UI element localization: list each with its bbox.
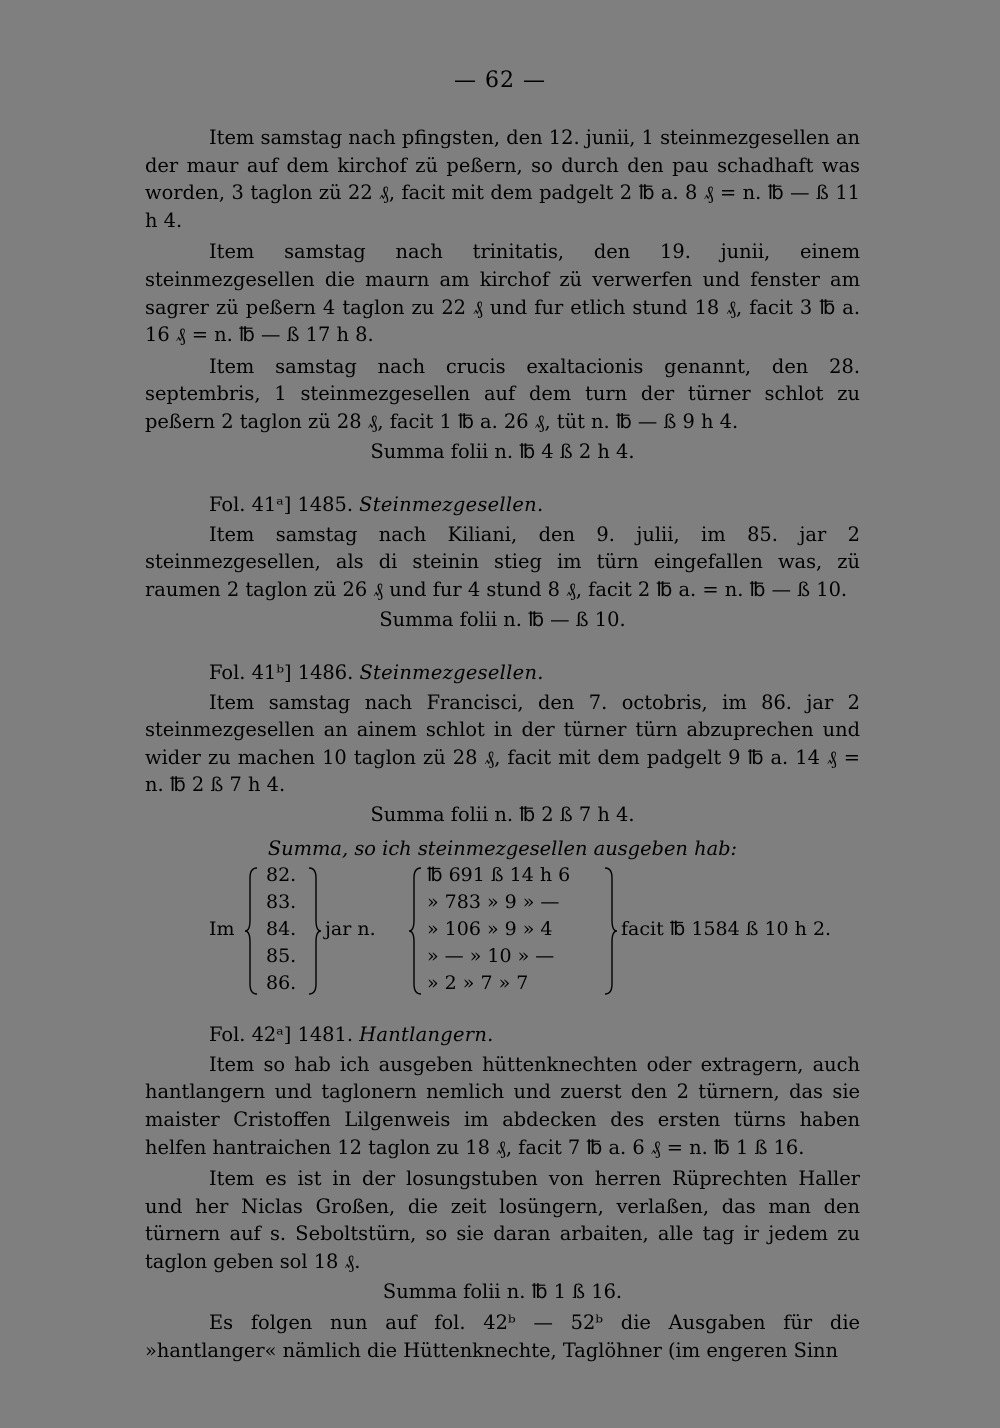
folio-label: Fol. 41ᵇ] 1486. [209,661,354,685]
summary-heading: Summa, so ich steinmezgesellen ausgeben hab: [267,836,738,860]
right-brace-icon [307,866,321,996]
folio-heading [145,491,860,519]
page-number: — 62 — [454,68,546,93]
section-title: Hantlangern. [359,1023,494,1047]
summa-line: Summa folii n. ℔ 4 ß 2 h 4. [370,439,635,463]
summary-amount: » 106 » 9 » 4 [427,918,553,941]
summary-amounts [427,862,597,997]
summary-amount: » — » 10 » — [427,945,555,968]
summary-amount: ℔ 691 ß 14 h 6 [427,864,571,887]
paragraph: Item samstag nach Kiliani, den 9. julii, im 85. jar 2 steinmezgesellen, als di steinin stieg im türn eingefallen was, zü raumen 2 taglon zü 26 ₰ und fur 4 stund 8 ₰, facit 2 ℔ a. = n. ℔ — ß 10. [145,522,860,601]
summary-im-label: Im [209,918,235,941]
paragraph: Item samstag nach Francisci, den 7. octobris, im 86. jar 2 steinmezgesellen an ainem schlot in der türner türn abzuprechen und wider zu machen 10 taglon zü 28 ₰, facit mit dem padgelt 9 ℔ a. 14 ₰ = n. ℔ 2 ß 7 h 4. [145,690,860,797]
summa-line: Summa folii n. ℔ 1 ß 16. [382,1279,623,1303]
summary-year: 86. [266,972,297,995]
summary-jar-label: jar n. [325,918,376,941]
summary-year: 84. [266,918,297,941]
paragraph: Item so hab ich ausgeben hüttenknechten oder extragern, auch hantlangern und taglonern nemlich und zuerst den 2 türnern, das sie maister Cristoffen Lilgenweis im abdecken des ersten türns haben helfen hantraichen 12 taglon zu 18 ₰, facit 7 ℔ a. 6 ₰ = n. ℔ 1 ß 16. [145,1052,860,1159]
paragraph: Es folgen nun auf fol. 42ᵇ — 52ᵇ die Ausgaben für die »hantlanger« nämlich die Hüttenknechte, Taglöhner (im engeren Sinn [145,1311,860,1362]
paragraph: Item es ist in der losungstuben von herren Rüprechten Haller und her Niclas Großen, die zeit losüngern, verlaßen, das man den türnern auf s. Seboltstürn, so sie daran arbaiten, alle tag ir jedem zu taglon geben sol 18 ₰. [145,1167,860,1273]
left-brace-icon [409,866,423,996]
section-title: Steinmezgesellen. [359,661,544,685]
left-brace-icon [245,866,259,996]
summa-line: Summa folii n. ℔ 2 ß 7 h 4. [370,803,635,827]
summary-facit: facit ℔ 1584 ß 10 h 2. [621,918,832,941]
paragraph: Item samstag nach trinitatis, den 19. junii, einem steinmezgesellen die maurn am kirchof zü verwerfen und fenster am sagrer zü peßern 4 taglon zu 22 ₰ und fur etlich stund 18 ₰, facit 3 ℔ a. 16 ₰ = n. ℔ — ß 17 h 8. [145,240,860,347]
summary-year: 85. [266,945,297,968]
section-title: Steinmezgesellen. [359,493,544,517]
summary-table [145,864,860,999]
summary-year: 83. [266,891,297,914]
folio-heading [145,1021,860,1049]
folio-label: Fol. 42ᵃ] 1481. [209,1023,353,1047]
paragraph: Item samstag nach crucis exaltacionis genannt, den 28. septembris, 1 steinmezgesellen auf dem turn der türner schlot zu peßern 2 taglon zü 28 ₰, facit 1 ℔ a. 26 ₰, tüt n. ℔ — ß 9 h 4. [145,354,860,433]
right-brace-icon [603,866,617,996]
summary-amount: » 2 » 7 » 7 [427,972,529,995]
summa-line: Summa folii n. ℔ — ß 10. [379,607,626,631]
summary-amount: » 783 » 9 » — [427,891,560,914]
folio-label: Fol. 41ᵃ] 1485. [209,493,353,517]
paragraph: Item samstag nach pfingsten, den 12. junii, 1 steinmezgesellen an der maur auf dem kirchof zü peßern, so durch den pau schadhaft was worden, 3 taglon zü 22 ₰, facit mit dem padgelt 2 ℔ a. 8 ₰ = n. ℔ — ß 11 h 4. [145,126,860,232]
summary-years [266,862,296,997]
page-body [145,124,860,1364]
summary-year: 82. [266,864,297,887]
folio-heading [145,659,860,687]
